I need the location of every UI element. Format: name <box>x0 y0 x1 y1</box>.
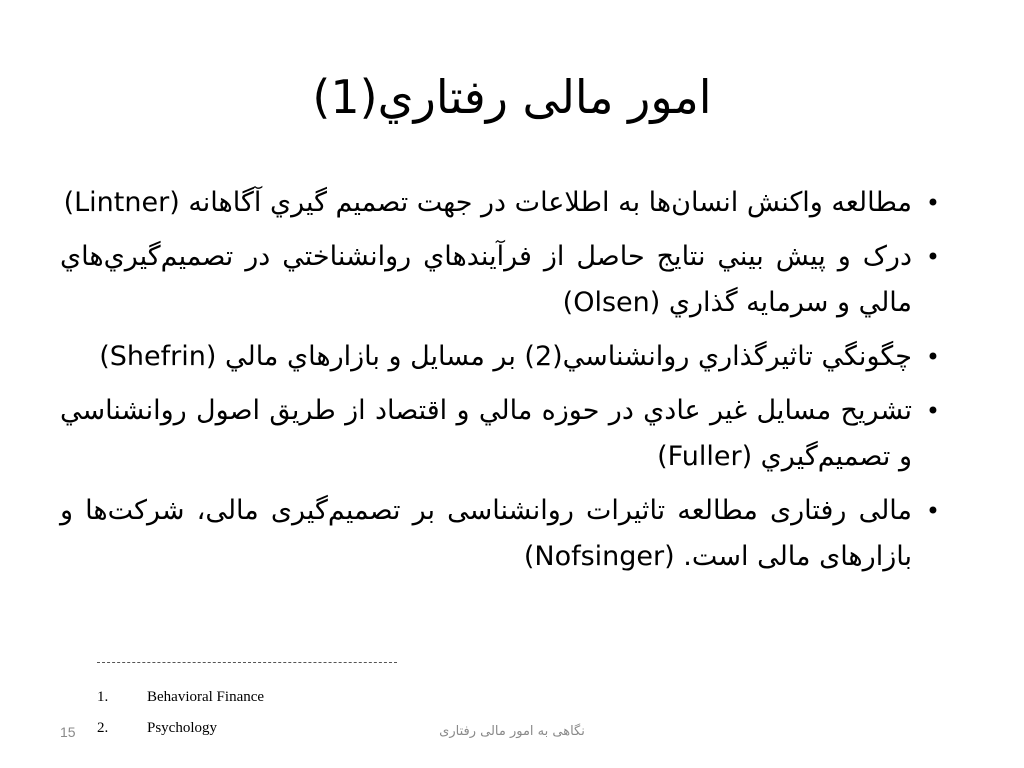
footnote-number: 1. <box>97 689 109 705</box>
bullet-item: • تشريح مسايل غير عادي در حوزه مالي و اقتصاد از طريق اصول روانشناسي و تصميم‌گيري (Fuller) <box>60 388 940 480</box>
bullet-item: • درک و پيش بيني نتايج حاصل از فرآيندهاي روانشناختي در تصميم‌گيري‌هاي مالي و سرمايه گذاري (Olsen) <box>60 234 940 326</box>
bullet-item: • مالی رفتاری مطالعه تاثيرات روانشناسی بر تصميم‌گيری مالی، شرکت‌ها و بازارهای مالی است. (Nofsinger) <box>60 488 940 580</box>
bullet-item: • مطالعه واكنش انسان‌ها به اطلاعات در جهت تصميم گيري آگاهانه (Lintner) <box>60 180 940 226</box>
footnote-number: 2. <box>97 720 109 736</box>
footnote-text: Behavioral Finance <box>147 689 265 705</box>
slide-title: امور مالی رفتاري(1) <box>312 70 712 124</box>
footer-text: نگاهی به امور مالی رفتاری <box>439 724 585 739</box>
footnote-text: Psychology <box>147 720 218 736</box>
bullet-list <box>60 180 940 588</box>
slide-number: 15 <box>60 724 76 740</box>
footnote-separator <box>97 662 397 663</box>
footnote-item <box>97 682 264 713</box>
bullet-item: • چگونگي تاثيرگذاري روانشناسي(2) بر مسايل و بازارهاي مالي (Shefrin) <box>60 334 940 380</box>
